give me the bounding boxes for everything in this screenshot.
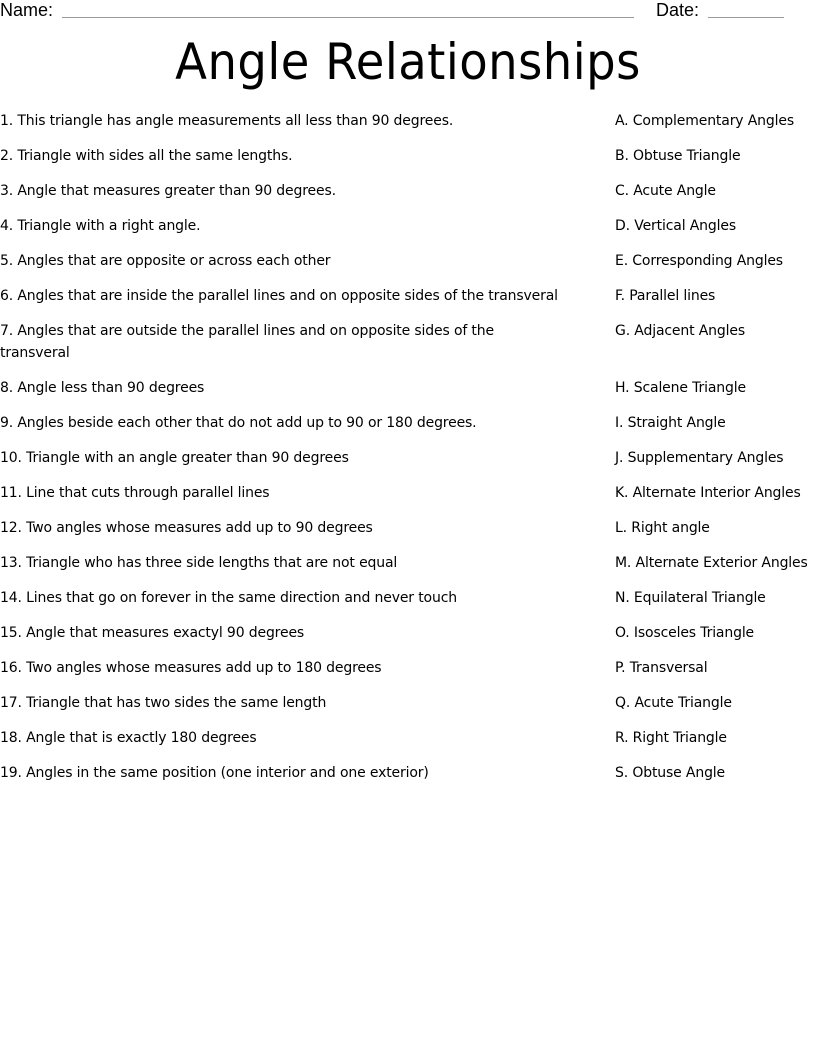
clue-item: 6. Angles that are inside the parallel lines and on opposite sides of the transveral [0,288,558,304]
clue-item: 9. Angles beside each other that do not add up to 90 or 180 degrees. [0,415,477,431]
answer-item: Q. Acute Triangle [615,695,732,711]
page-title: Angle Relationships [175,33,641,91]
answer-item: P. Transversal [615,660,708,676]
list-row [0,762,816,784]
answer-item: L. Right angle [615,520,710,536]
worksheet-header [0,0,816,24]
clue-item: 11. Line that cuts through parallel lines [0,485,270,501]
clue-item: 4. Triangle with a right angle. [0,218,201,234]
clue-item: 12. Two angles whose measures add up to 90 degrees [0,520,373,536]
clue-item: 16. Two angles whose measures add up to 180 degrees [0,660,382,676]
answer-item: K. Alternate Interior Angles [615,485,801,501]
list-row [0,622,816,644]
list-row [0,517,816,539]
clue-item: 5. Angles that are opposite or across each other [0,253,331,269]
list-row [0,180,816,202]
answer-item: G. Adjacent Angles [615,323,745,339]
answer-item: I. Straight Angle [615,415,726,431]
clue-item: 10. Triangle with an angle greater than 90 degrees [0,450,349,466]
answer-item: H. Scalene Triangle [615,380,746,396]
list-row [0,215,816,237]
answer-item: A. Complementary Angles [615,113,794,129]
clue-item: 3. Angle that measures greater than 90 degrees. [0,183,336,199]
list-row [0,447,816,469]
list-row [0,657,816,679]
answer-item: R. Right Triangle [615,730,727,746]
clue-item: 18. Angle that is exactly 180 degrees [0,730,257,746]
answer-item: C. Acute Angle [615,183,716,199]
list-row [0,727,816,749]
answer-item: O. Isosceles Triangle [615,625,755,641]
clue-item: 8. Angle less than 90 degrees [0,380,205,396]
list-row [0,692,816,714]
list-row [0,250,816,272]
list-row [0,412,816,434]
clue-item: 13. Triangle who has three side lengths that are not equal [0,555,398,571]
clue-item: 17. Triangle that has two sides the same length [0,695,327,711]
list-row [0,552,816,574]
list-row [0,482,816,504]
list-row [0,320,816,364]
clue-item: 19. Angles in the same position (one interior and one exterior) [0,765,429,781]
list-row [0,110,816,132]
list-row [0,145,816,167]
answer-item: J. Supplementary Angles [615,450,784,466]
answer-item: E. Corresponding Angles [615,253,783,269]
answer-item: B. Obtuse Triangle [615,148,741,164]
name-field[interactable] [62,17,634,18]
name-label: Name: [0,0,54,20]
list-row [0,377,816,399]
matching-list [0,110,816,797]
list-row [0,587,816,609]
clue-item: 14. Lines that go on forever in the same direction and never touch [0,590,457,606]
list-row [0,285,816,307]
clue-item: 2. Triangle with sides all the same lengths. [0,148,293,164]
clue-item: 7. Angles that are outside the parallel lines and on opposite sides of the transveral [0,323,494,361]
answer-item: S. Obtuse Angle [615,765,726,781]
answer-item: F. Parallel lines [615,288,716,304]
date-label: Date: [656,0,700,20]
date-field[interactable] [708,17,784,18]
answer-item: M. Alternate Exterior Angles [615,555,808,571]
clue-item: 1. This triangle has angle measurements all less than 90 degrees. [0,113,454,129]
answer-item: D. Vertical Angles [615,218,736,234]
answer-item: N. Equilateral Triangle [615,590,766,606]
clue-item: 15. Angle that measures exactyl 90 degrees [0,625,305,641]
